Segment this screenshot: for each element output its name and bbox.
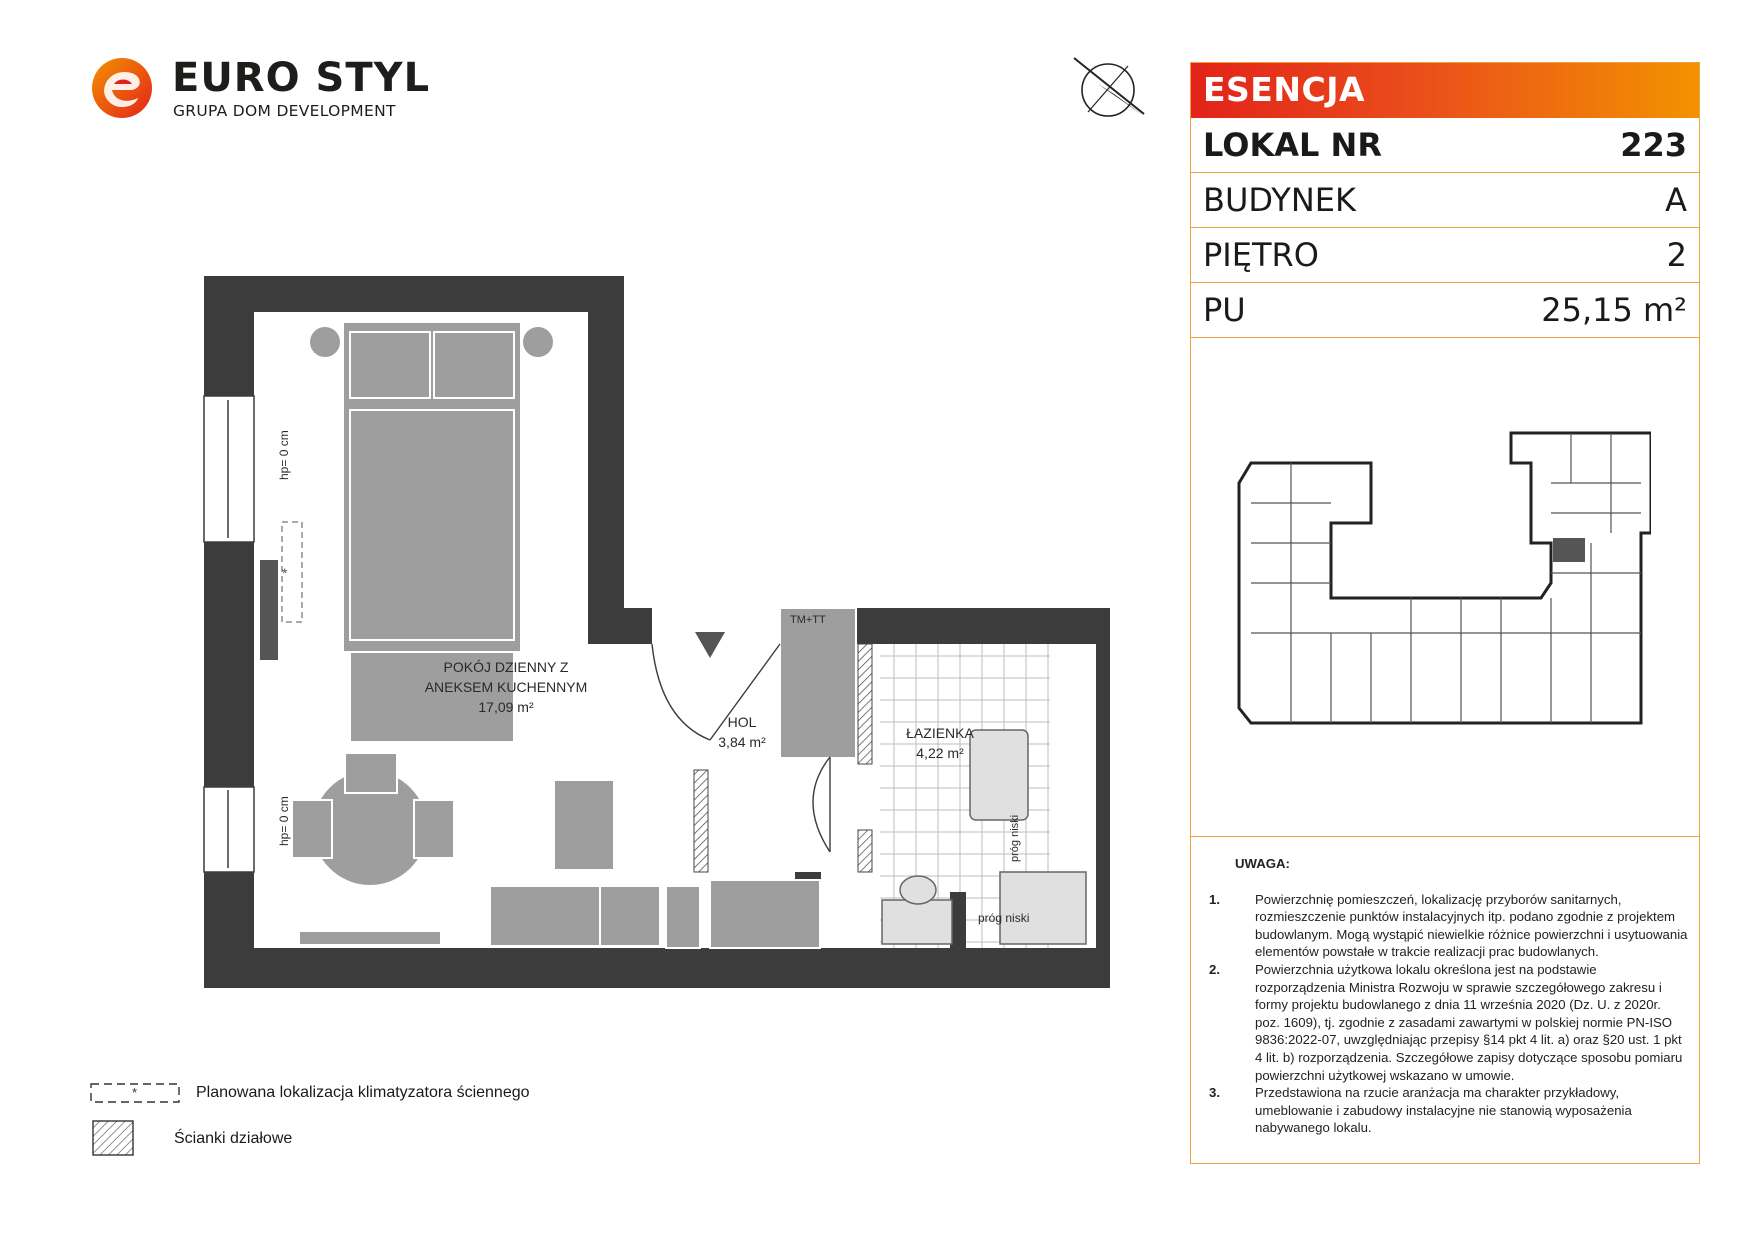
room-bathroom-area: 4,22 m² — [916, 745, 964, 761]
note-number: 2. — [1209, 961, 1220, 977]
row-value: 25,15 m² — [1541, 291, 1687, 329]
row-area — [1191, 283, 1699, 338]
notes-title: UWAGA: — [1235, 856, 1290, 871]
radiator — [300, 932, 440, 944]
dining-table — [292, 753, 454, 886]
window-height-label: hp= 0 cm — [277, 430, 291, 480]
row-floor — [1191, 228, 1699, 283]
entrance-door — [652, 644, 780, 740]
highlighted-unit — [1553, 538, 1585, 562]
note-number: 3. — [1209, 1085, 1220, 1101]
investment-name: ESENCJA — [1203, 70, 1366, 109]
partition-wall — [858, 644, 872, 764]
row-label: BUDYNEK — [1203, 181, 1356, 219]
building-site-plan — [1231, 423, 1651, 743]
note-item — [1209, 891, 1689, 961]
brand-subtitle: GRUPA DOM DEVELOPMENT — [173, 102, 396, 120]
row-building — [1191, 173, 1699, 228]
threshold-label: próg niski — [978, 911, 1030, 925]
row-unit-number — [1191, 118, 1699, 173]
partition-wall — [694, 770, 708, 872]
window-height-label: hp= 0 cm — [277, 796, 291, 846]
legend-wall-text: Ścianki działowe — [174, 1130, 293, 1147]
row-label: PU — [1203, 291, 1246, 329]
row-label: LOKAL NR — [1203, 126, 1382, 164]
note-item — [1209, 961, 1689, 1084]
note-text: Powierzchnia użytkowa lokalu określona jest na podstawie rozporządzenia Ministra Rozwoju w sprawie szczegółowego zakresu i formy projektu budowlanego z dnia 11 września 2020 (Dz. U. z 2020r. poz. 1609), tj. zgodnie z zasadami zawartymi w polskiej normie PN-ISO 9836:2022-07, uwzględniając przepisy §14 pkt 4 lit. a) oraz §20 ust. 1 pkt 4 lit. b) rozporządzenia. Szczegółowe zapisy dotyczące sposobu pomiaru powierzchni użytkowej wskazano w umowie. — [1255, 961, 1683, 1083]
brand-name: EURO STYL — [172, 55, 431, 101]
partition-wall — [858, 830, 872, 872]
room-living-name-line2: ANEKSEM KUCHENNYM — [424, 679, 588, 695]
tm-label: TM+TT — [790, 614, 826, 626]
row-value: A — [1665, 181, 1687, 219]
threshold-label: próg niski — [1009, 814, 1021, 862]
ac-placeholder — [260, 522, 302, 660]
note-text: Przedstawiona na rzucie aranżacja ma charakter przykładowy, umeblowanie i zabudowy instalacyjne nie stanowią wyposażenia nabywanego lokalu. — [1255, 1085, 1632, 1136]
floor-plan — [190, 260, 1110, 990]
bathroom-door — [813, 757, 830, 852]
compass-icon — [1068, 54, 1148, 124]
row-value: 223 — [1620, 126, 1687, 164]
room-living-name-line1: POKÓJ DZIENNY Z — [443, 659, 569, 675]
legend-hatch-symbol — [92, 1120, 134, 1156]
note-item — [1209, 1084, 1689, 1137]
room-hall-area: 3,84 m² — [718, 734, 766, 750]
row-value: 2 — [1666, 236, 1687, 274]
room-bathroom-name: ŁAZIENKA — [906, 725, 974, 741]
divider — [1191, 836, 1699, 837]
room-living-area: 17,09 m² — [478, 699, 534, 715]
notes-section — [1209, 855, 1689, 1137]
legend-ac-text: Planowana lokalizacja klimatyzatora ściennego — [196, 1084, 530, 1101]
note-number: 1. — [1209, 891, 1220, 907]
info-panel — [1190, 62, 1700, 1164]
svg-text:*: * — [132, 1085, 138, 1100]
row-label: PIĘTRO — [1203, 236, 1319, 274]
svg-text:*: * — [282, 565, 288, 581]
room-hall-name: HOL — [727, 714, 757, 730]
entrance-arrow — [695, 632, 725, 658]
legend-ac-symbol — [90, 1082, 180, 1104]
eurostyl-logo-icon — [90, 56, 154, 120]
investment-header — [1191, 63, 1699, 118]
note-text: Powierzchnię pomieszczeń, lokalizację przyborów sanitarnych, rozmieszczenie punktów instalacyjnych itp. podano zgodnie z projektem budowlanym. Mogą wystąpić niewielkie różnice powierzchni i usytuowania elementów powstałe w trakcie realizacji prac budowlanych. — [1255, 891, 1688, 960]
